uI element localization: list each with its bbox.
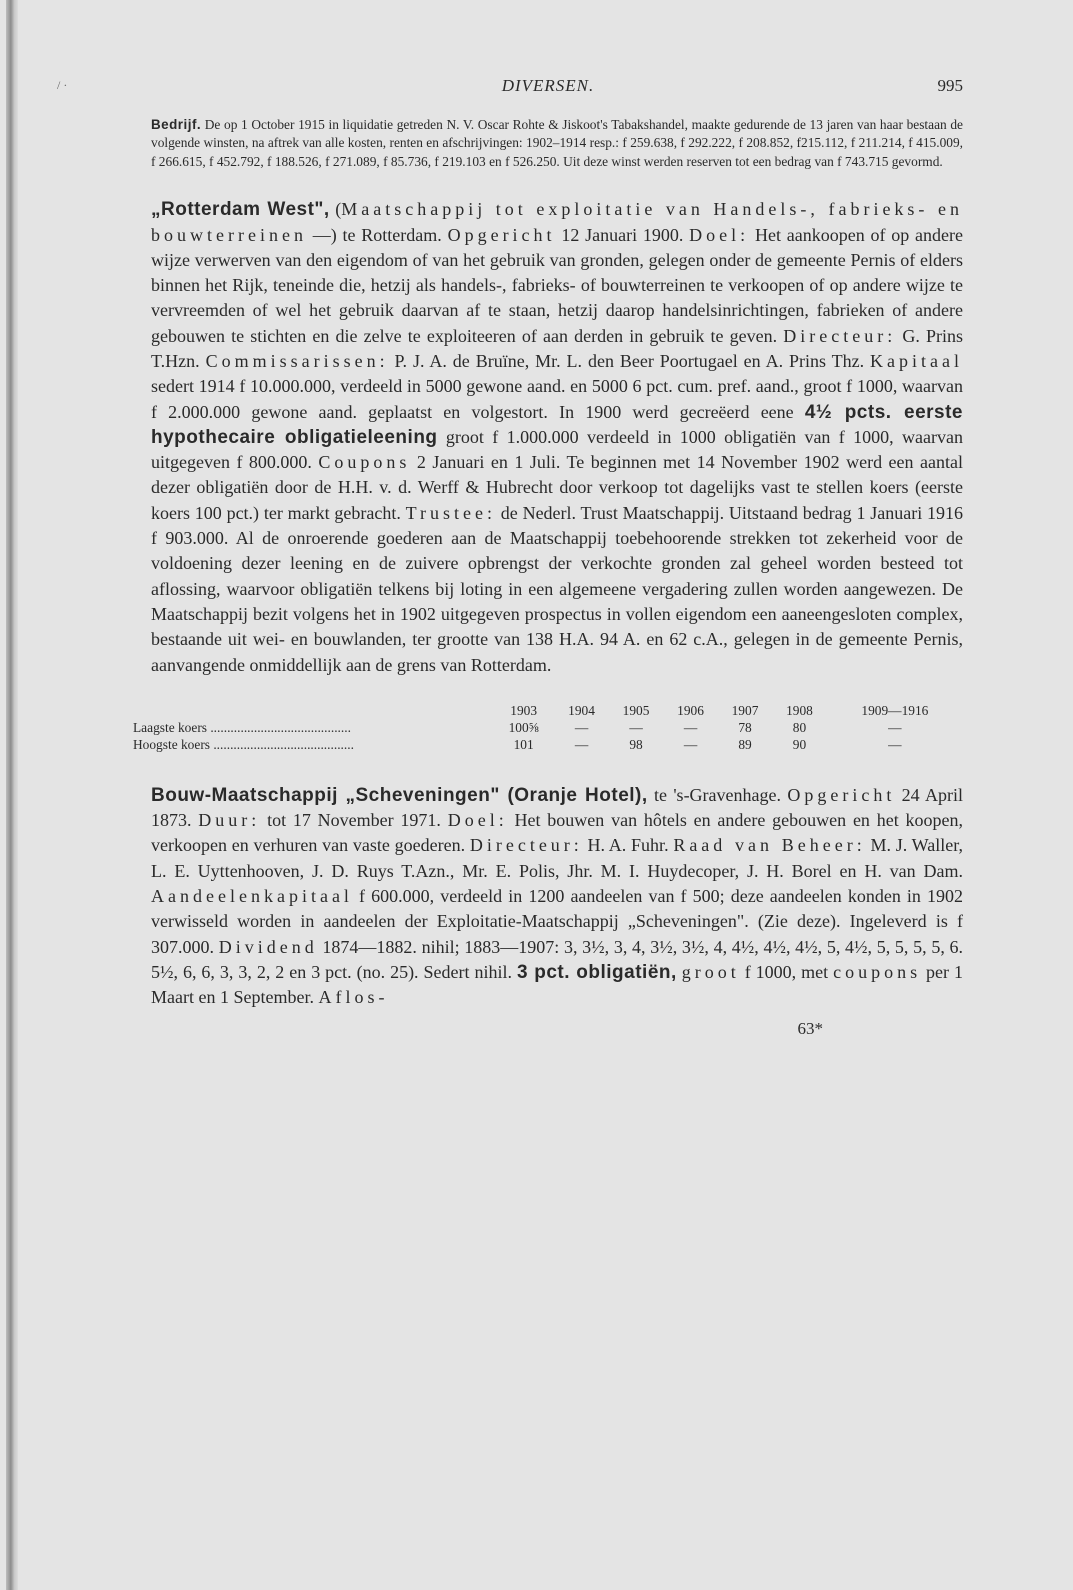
text: te 's-Gravenhage. <box>647 784 788 805</box>
value-raad-van-beheer: M. J. Waller, L. E. Uyttenhooven, J. D. Ruys T.Azn., Mr. E. Polis, Jhr. M. I. Huydecoper, J. H. Borel en H. van Dam. <box>151 835 963 881</box>
table-row <box>133 719 963 736</box>
bedrijf-text: De op 1 October 1915 in liquidatie getreden N. V. Oscar Rohte & Jiskoot's Tabakshandel, maakte gedurende de 13 jaren van haar bestaan de volgende winsten, na aftrek van alle kosten, renten en afschrijvingen: 1902–1914 resp.: f 259.638, f 292.222, f 208.852, f215.112, f 211.214, f 415.009, f 266.615, f 452.792, f 188.526, f 271.089, f 85.736, f 219.103 en f 526.250. Uit deze winst werden reserven tot een bedrag van f 743.715 gevormd. <box>151 117 963 169</box>
label-dividend: Dividend <box>218 936 318 957</box>
label-opgericht: Opgericht <box>447 224 556 245</box>
cell: 101 <box>513 736 534 752</box>
value-dividend: 1874—1882. nihil; 1883—1907: 3, 3½, 3, 4, 3½, 3½, 4, 4½, 4½, 4½, 5, 4½, 5, 5, 5, 5, 6. 5½, 6, 6, 3, 3, 2, 2 en 3 pct. (no. 25). Sedert nihil. <box>151 936 964 982</box>
value-coupons: per 1 Maart en 1 September. <box>151 961 964 1008</box>
signature-mark: 63* <box>797 1018 823 1038</box>
koers-header-row <box>133 702 963 719</box>
cell: — <box>683 736 698 752</box>
table-row <box>133 736 963 753</box>
entry-scheveningen <box>133 783 963 1011</box>
col-year: 1907 <box>731 702 759 718</box>
entry-title-scheveningen: Bouw-Maatschappij „Scheveningen" (Oranje Hotel), <box>151 784 648 806</box>
cell: 78 <box>738 719 752 735</box>
cell: 80 <box>792 719 807 735</box>
cell: 89 <box>738 736 752 752</box>
cell: 98 <box>629 736 643 752</box>
cell: — <box>574 719 589 735</box>
value-commissarissen: P. J. A. de Bruïne, Mr. L. den Beer Poortugael en A. Prins Thz. <box>388 351 871 371</box>
label-kapitaal: Kapitaal <box>870 351 964 371</box>
value-aandeelenkapitaal: f 600.000, verdeeld in 1200 aandeelen van f 500; deze aandeelen konden in 1902 verwisseld worden in aandeelen der Exploitatie-Maatschappij „Scheveningen". (Zie deze). Ingeleverd is f 307.000. <box>151 886 963 957</box>
label-groot: groot <box>681 961 740 982</box>
value-doel: Het bouwen van hôtels en andere gebouwen en het koopen, verkoopen en verhuren van vaste goederen. <box>151 810 963 856</box>
koers-table <box>133 702 963 753</box>
col-year: 1906 <box>677 702 704 718</box>
label-commissarissen: Commissarissen: <box>205 351 389 371</box>
label-aandeelenkapitaal: Aandeelenkapitaal <box>151 886 353 907</box>
row-label: Laagste koers .......................................... <box>133 719 351 735</box>
cell: 90 <box>792 736 807 752</box>
paragraph-bedrijf <box>133 116 963 171</box>
cell: — <box>888 736 902 752</box>
entry-rotterdam-west <box>133 197 963 678</box>
cell: 100⅝ <box>508 719 539 735</box>
col-year: 1905 <box>622 702 650 718</box>
row-label: Hoogste koers .......................................... <box>133 736 354 752</box>
label-coupons: Coupons <box>318 452 411 473</box>
value-obligatie: groot f 1.000.000 verdeeld in 1000 obligatiën van f 1000, waarvan uitgegeven f 800.000. <box>151 426 963 473</box>
label-doel: Doel: <box>447 810 508 831</box>
value-duur: tot 17 November 1971. <box>260 810 448 831</box>
col-year: 1909—1916 <box>861 702 929 718</box>
col-year: 1908 <box>786 702 813 718</box>
value-kapitaal: sedert 1914 f 10.000.000, verdeeld in 5000 gewone aand. en 5000 6 pct. cum. pref. aand., groot f 1000, waarvan f 2.000.000 gewone aand. geplaatst en volgestort. In 1900 werd gecreëerd eene <box>151 376 963 422</box>
obligatie-heading: 3 pct. obligatiën, <box>516 961 677 983</box>
label-opgericht: Opgericht <box>787 784 896 805</box>
col-year: 1904 <box>568 702 595 718</box>
company-full-name: Maatschappij tot exploitatie van Handels-, fabrieks- en bouwterreinen <box>151 199 963 245</box>
entry-title-rotterdam: „Rotterdam West", <box>151 199 330 221</box>
text: —) te Rotterdam. <box>306 224 448 245</box>
label-aflossing: Aflos- <box>318 987 389 1008</box>
lead-bedrijf: Bedrijf. <box>151 117 202 132</box>
label-coupons: coupons <box>833 961 922 982</box>
page-number: 995 <box>937 76 963 95</box>
running-head <box>133 76 963 102</box>
cell: — <box>629 719 643 735</box>
value-trustee: de Nederl. Trust Maatschappij. Uitstaand bedrag 1 Januari 1916 f 903.000. Al de onroerende goederen aan de Maatschappij toebehoorende strekken tot zekerheid voor de voldoening dezer leening en de zuivere opbrengst der verkochte gronden zal geheel worden besteed tot aflossing, waarvoor obligatiën telkens bij loting in een algemeene vergadering zullen worden aangewezen. De Maatschappij bezit volgens het in 1902 uitgegeven prospectus in vollen eigendom een aaneengesloten complex, bestaande uit wei- en bouwlanden, ter grootte van 138 H.A. 94 A. en 62 c.A., gelegen in de gemeente Pernis, aanvangende onmiddellijk aan de grens van Rotterdam. <box>151 502 964 675</box>
value-opgericht: 12 Januari 1900. <box>555 224 690 245</box>
running-title: DIVERSEN. <box>501 76 595 95</box>
label-trustee: Trustee: <box>405 502 496 523</box>
value-doel: Het aankoopen of op andere wijze verwerven van den eigendom of van het gebruik van gronden, gelegen onder de gemeente Pernis of elders binnen het Rijk, teneinde die, hetzij als handels-, fabrieks- of bouwterreinen te verkoopen of op andere wijze te vervreemden of wel het gebruik daarvan af te staan, hetzij daarop handelsinrichtingen, fabrieken of andere gebouwen te stichten en die zelve te exploiteeren of aan derden in gebruik te geven. <box>151 224 963 346</box>
stray-mark: / · <box>57 78 68 92</box>
label-raad-van-beheer: Raad van Beheer: <box>673 835 866 856</box>
obligatie-heading: 4½ pcts. eerste hypothecaire obligatieleening <box>151 401 963 448</box>
page-binding-edge <box>6 0 18 1590</box>
label-duur: Duur: <box>198 810 261 831</box>
text: ( <box>329 199 342 220</box>
label-directeur: Directeur: <box>469 835 583 856</box>
value-directeur: G. Prins T.Hzn. <box>151 325 963 371</box>
cell: — <box>888 719 902 735</box>
cell: — <box>683 719 698 735</box>
value-groot: f 1000, met <box>739 961 834 982</box>
value-opgericht: 24 April 1873. <box>151 784 963 831</box>
cell: — <box>574 736 589 752</box>
label-directeur: Directeur: <box>783 325 897 346</box>
value-directeur: H. A. Fuhr. <box>582 835 674 856</box>
label-doel: Doel: <box>689 224 750 245</box>
col-year: 1903 <box>510 702 538 718</box>
document-page <box>133 76 963 1039</box>
value-coupons: 2 Januari en 1 Juli. Te beginnen met 14 November 1902 werd een aantal dezer obligatiën door de H.H. v. d. Werff & Hubrecht door verkoop tot dagelijks vast te stellen koers (eerste koers 100 pct.) ter markt gebracht. <box>151 452 963 523</box>
